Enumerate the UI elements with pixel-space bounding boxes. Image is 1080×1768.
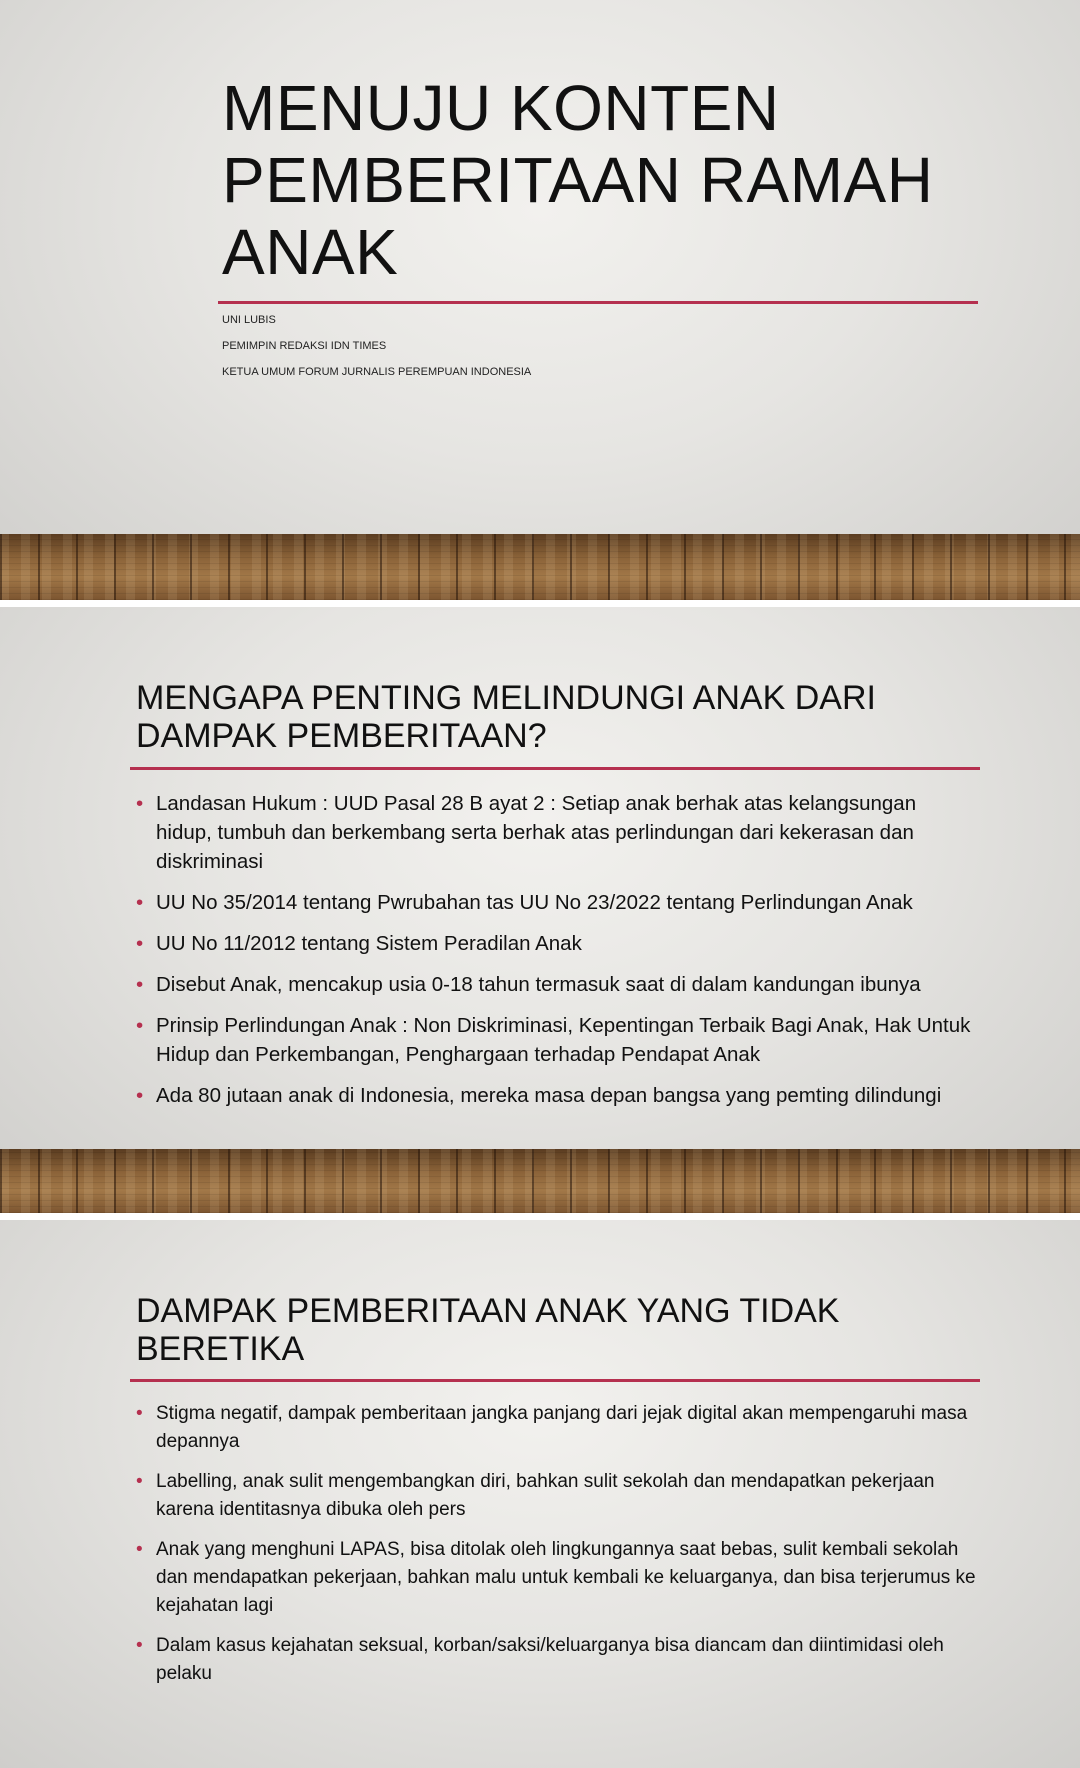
slide-heading: DAMPAK PEMBERITAAN ANAK YANG TIDAK BERETIKA: [136, 1292, 840, 1368]
bullet-item: • UU No 35/2014 tentang Pwrubahan tas UU No 23/2022 tentang Perlindungan Anak: [136, 888, 976, 917]
author-affiliation: KETUA UMUM FORUM JURNALIS PEREMPUAN INDONESIA: [222, 366, 532, 378]
slide-title: [0, 0, 1080, 600]
bullet-list: [136, 1400, 976, 1700]
heading-divider: [130, 767, 980, 770]
slide-impact: [0, 1220, 1080, 1768]
bullet-item: • Dalam kasus kejahatan seksual, korban/saksi/keluarganya bisa diancam dan diintimidasi oleh pelaku: [136, 1632, 976, 1688]
bullet-item: • Stigma negatif, dampak pemberitaan jangka panjang dari jejak digital akan mempengaruhi masa depannya: [136, 1400, 976, 1456]
heading-divider: [130, 1379, 980, 1382]
slide-why-protect: [0, 607, 1080, 1213]
wood-floor-decoration: [0, 1149, 1080, 1213]
title-divider: [218, 301, 978, 304]
bullet-item: • Ada 80 jutaan anak di Indonesia, mereka masa depan bangsa yang pemting dilindungi: [136, 1081, 976, 1110]
bullet-item: • Landasan Hukum : UUD Pasal 28 B ayat 2 : Setiap anak berhak atas kelangsungan hidup, tumbuh dan berkembang serta berhak atas perlindungan dari kekerasan dan diskriminasi: [136, 789, 976, 876]
bullet-item: • Anak yang menghuni LAPAS, bisa ditolak oleh lingkungannya saat bebas, sulit kembali sekolah dan mendapatkan pekerjaan, bahkan malu untuk kembali ke keluarganya, dan bisa terjerumus ke kejahatan lagi: [136, 1536, 976, 1620]
bullet-list: [136, 789, 976, 1122]
bullet-item: • Disebut Anak, mencakup usia 0-18 tahun termasuk saat di dalam kandungan ibunya: [136, 970, 976, 999]
slide-heading: MENGAPA PENTING MELINDUNGI ANAK DARI DAMPAK PEMBERITAAN?: [136, 679, 876, 755]
bullet-item: • Labelling, anak sulit mengembangkan diri, bahkan sulit sekolah dan mendapatkan pekerjaan karena identitasnya dibuka oleh pers: [136, 1468, 976, 1524]
author-role: PEMIMPIN REDAKSI IDN TIMES: [222, 340, 387, 352]
author-name: UNI LUBIS: [222, 314, 276, 326]
bullet-item: • Prinsip Perlindungan Anak : Non Diskriminasi, Kepentingan Terbaik Bagi Anak, Hak Untuk Hidup dan Perkembangan, Penghargaan terhadap Pendapat Anak: [136, 1011, 976, 1069]
bullet-item: • UU No 11/2012 tentang Sistem Peradilan Anak: [136, 929, 976, 958]
wood-floor-decoration: [0, 534, 1080, 600]
presentation-title: MENUJU KONTEN PEMBERITAAN RAMAH ANAK: [222, 72, 934, 288]
